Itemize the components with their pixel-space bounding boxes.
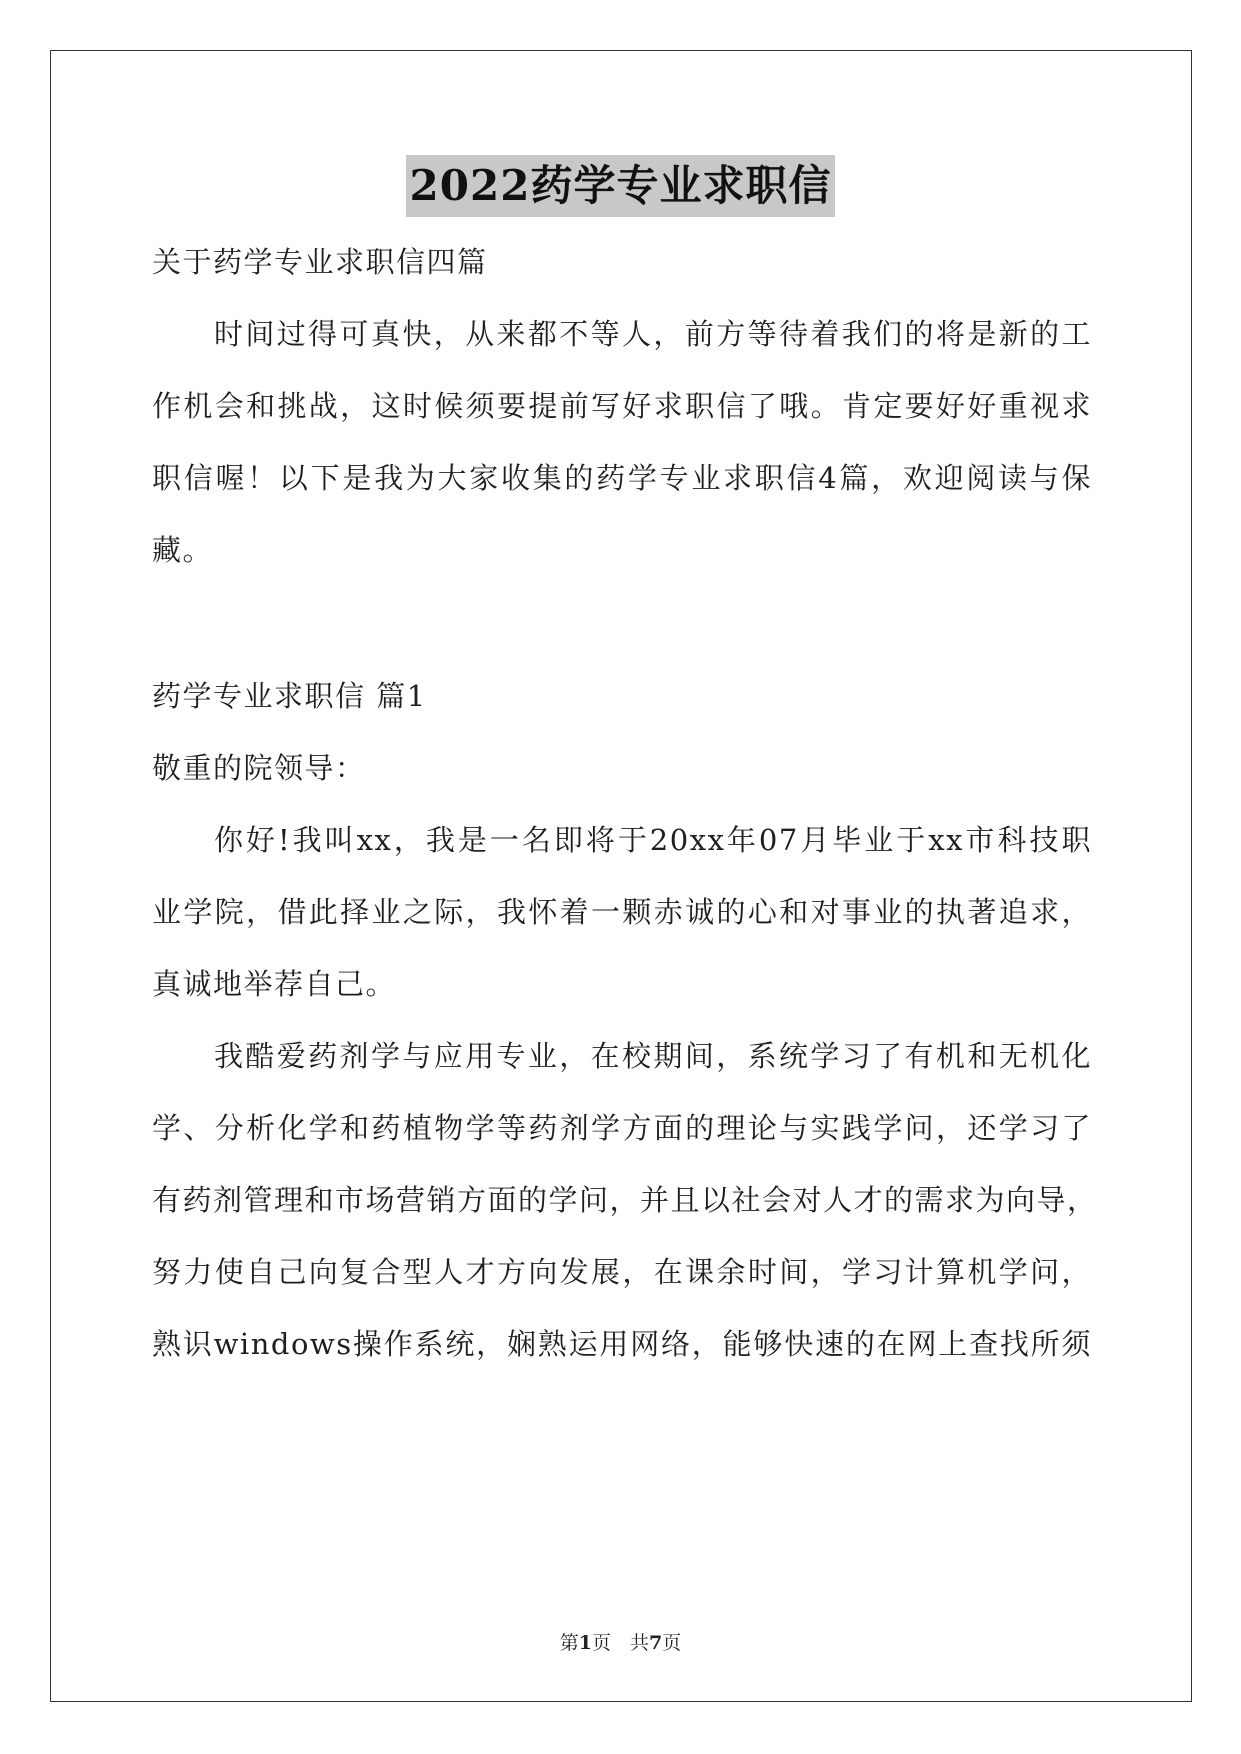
- paragraph-line: 学、分析化学和药植物学等药剂学方面的理论与实践学问，还学习了: [152, 1111, 1092, 1145]
- document-subtitle: 关于药学专业求职信四篇: [152, 245, 488, 279]
- title-wrap: [0, 155, 1241, 217]
- salutation: 敬重的院领导：: [152, 751, 366, 785]
- footer-page-total: 7: [649, 1632, 663, 1654]
- paragraph-line: 有药剂管理和市场营销方面的学问，并且以社会对人才的需求为向导，: [152, 1183, 1098, 1217]
- paragraph-line: 你好!我叫xx，我是一名即将于20xx年07月毕业于xx市科技职: [214, 823, 1092, 857]
- intro-line: 职信喔！以下是我为大家收集的药学专业求职信4篇，欢迎阅读与保: [152, 461, 1092, 495]
- document-title: 2022药学专业求职信: [406, 155, 836, 217]
- footer-page-suffix: 页: [662, 1632, 682, 1654]
- section-heading: 药学专业求职信 篇1: [152, 679, 427, 713]
- paragraph-line: 熟识windows操作系统，娴熟运用网络，能够快速的在网上查找所须: [152, 1327, 1092, 1361]
- paragraph-line: 努力使自己向复合型人才方向发展，在课余时间，学习计算机学问，: [152, 1255, 1092, 1289]
- paragraph-line: 真诚地举荐自己。: [152, 967, 397, 1001]
- footer-page-prefix: 第: [559, 1632, 579, 1654]
- intro-line: 藏。: [152, 533, 214, 567]
- intro-line: 作机会和挑战，这时候须要提前写好求职信了哦。肯定要好好重视求: [152, 389, 1092, 423]
- footer-page-middle: 页 共: [591, 1632, 649, 1654]
- paragraph-line: 我酷爱药剂学与应用专业，在校期间，系统学习了有机和无机化: [214, 1039, 1092, 1073]
- intro-line: 时间过得可真快，从来都不等人，前方等待着我们的将是新的工: [214, 317, 1092, 351]
- page-footer: [0, 1630, 1241, 1656]
- paragraph-line: 业学院，借此择业之际，我怀着一颗赤诚的心和对事业的执著追求，: [152, 895, 1092, 929]
- page-border: [50, 50, 1192, 1702]
- footer-page-current: 1: [578, 1632, 592, 1654]
